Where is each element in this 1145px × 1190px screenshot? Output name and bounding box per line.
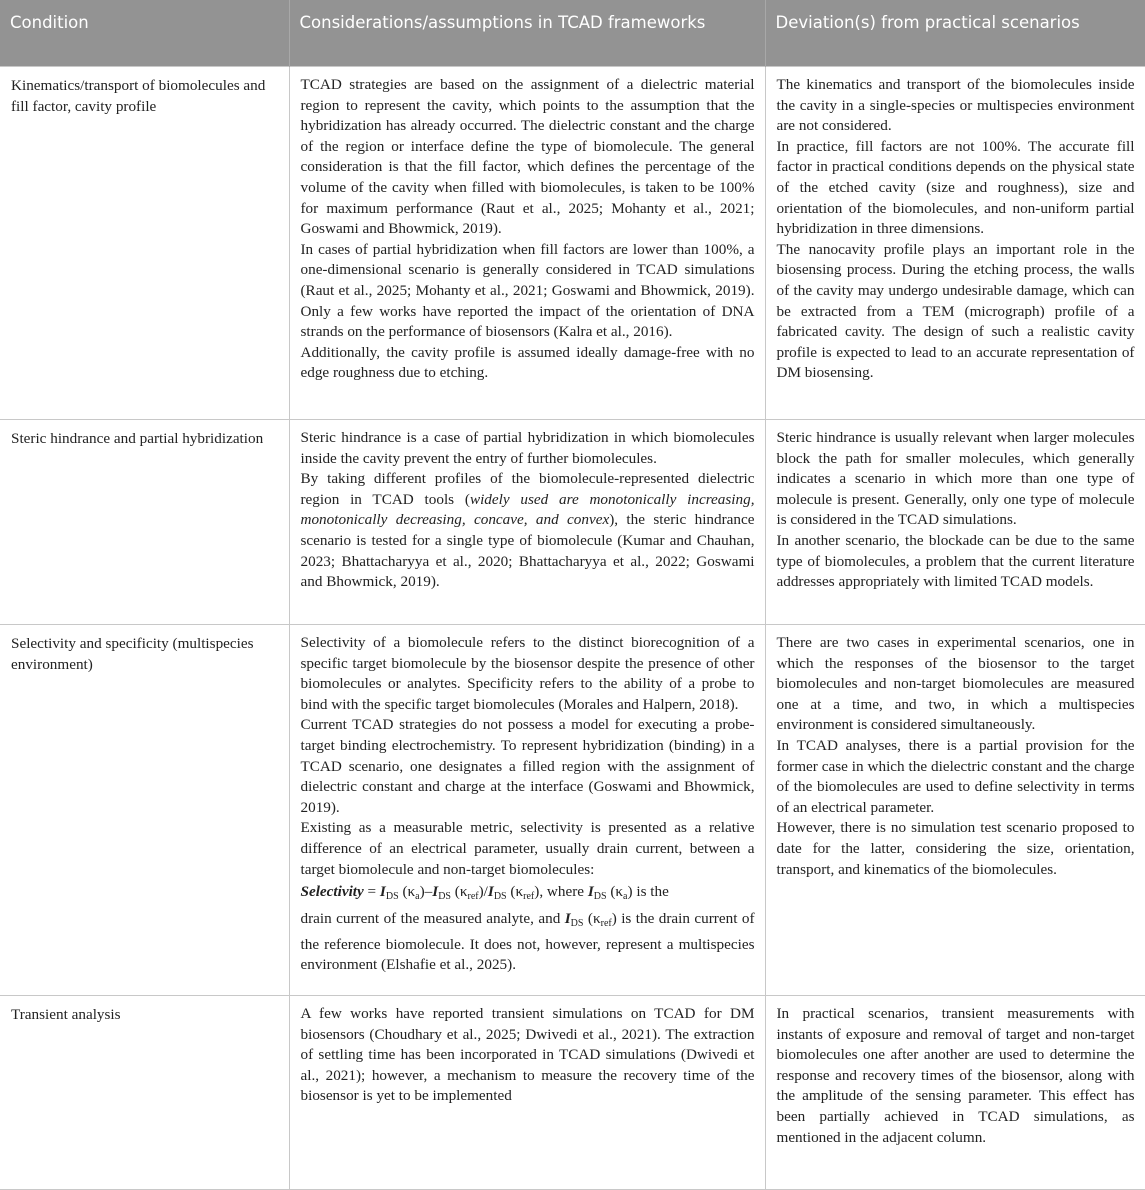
formula-sub: ref (523, 891, 535, 903)
formula-paren: ) (419, 883, 425, 901)
deviations-cell (765, 420, 1145, 625)
formula-paren: ) (627, 883, 633, 901)
text-span: drain current of the measured analyte, and (300, 910, 565, 928)
condition-cell: Kinematics/transport of biomolecules and fill factor, cavity profile (0, 67, 289, 420)
condition-cell: Selectivity and specificity (multispecies environment) (0, 625, 289, 996)
formula-paren: ) (534, 883, 540, 901)
formula-minus: – (424, 883, 433, 901)
formula-kappa: (κ (610, 883, 624, 901)
formula-sub: a (415, 891, 420, 903)
formula-eq: = (363, 883, 380, 901)
table-header (0, 0, 1145, 67)
formula-paren: ) (611, 910, 617, 928)
deviations-cell (765, 625, 1145, 996)
paragraph: In TCAD analyses, there is a partial provision for the former case in which the dielectric constant and the charge of the biomolecules are used to define selectivity in terms of an electrical parameter. (776, 736, 1135, 816)
formula-i: I (379, 883, 386, 901)
formula-kappa: (κ (402, 883, 416, 901)
paragraph: The kinematics and transport of the biomolecules inside the cavity in a single-species or multispecies environment are not considered. (776, 76, 1135, 135)
text-span: ), the steric hindrance scenario is tested for a single type of biomolecule (Kumar and Chauhan, 2023; Bhattacharyya et al., 2020; Bhattacharyya et al., 2022; Goswami and Bhowmick, 2019). (300, 511, 755, 591)
formula-text: is the (632, 883, 669, 901)
formula-kappa: (κ (587, 910, 601, 928)
paragraph: Steric hindrance is usually relevant when larger molecules block the path for smaller molecules, which generally indicates a scenario in which more than one type of molecule is present. Generally, only one type of molecule is considered in the TCAD simulations. (776, 429, 1135, 529)
paragraph: In practice, fill factors are not 100%. The accurate fill factor in practical conditions depends on the physical state of the etched cavity (size and roughness), size and orientation of the biomolecules, and non-uniform partial hybridization in three dimensions. (776, 137, 1135, 238)
paragraph: Additionally, the cavity profile is assumed ideally damage-free with no edge roughness due to etching. (300, 343, 755, 382)
table-row (0, 67, 1145, 420)
selectivity-formula (301, 880, 755, 909)
paragraph: Existing as a measurable metric, selectivity is presented as a relative difference of an electrical parameter, usually drain current, between a target biomolecule and non-target biomolecules: (300, 819, 755, 878)
condition-cell: Steric hindrance and partial hybridization (0, 420, 289, 625)
formula-kappa: (κ (454, 883, 468, 901)
formula-paren: ) (478, 883, 484, 901)
formula-sub: DS (438, 891, 451, 903)
formula-sub: DS (570, 918, 584, 930)
formula-sub: ref (467, 891, 479, 903)
table-row (0, 420, 1145, 625)
text-span: is the drain current of the reference biomolecule. It does not, however, represent a multispecies environment (Elshafie et al., 2025). (300, 910, 755, 974)
considerations-cell (289, 420, 765, 625)
paragraph: Current TCAD strategies do not possess a model for executing a probe-target binding electrochemistry. To represent hybridization (binding) in a TCAD scenario, one designates a filled region with the assignment of dielectric constant and charge at the interface (Goswami and Bhowmick, 2019). (300, 716, 755, 816)
header-row (0, 0, 1145, 67)
deviations-cell (765, 996, 1145, 1190)
header-deviations: Deviation(s) from practical scenarios (765, 0, 1145, 67)
table-row (0, 996, 1145, 1190)
paragraph: In another scenario, the blockade can be due to the same type of biomolecules, a problem that the current literature addresses appropriately with limited TCAD models. (776, 531, 1135, 591)
paragraph: Selectivity of a biomolecule refers to the distinct biorecognition of a specific target biomolecule by the biosensor despite the presence of other biomolecules or analytes. Specificity refers to the ability of a probe to bind with the specific target biomolecules (Morales and Halpern, 2018). (300, 634, 755, 713)
formula-slash: / (483, 883, 488, 901)
text-span: By taking different profiles of the biomolecule-represented dielectric region in TCAD tools ( (300, 470, 755, 508)
considerations-cell (289, 996, 765, 1190)
paragraph: The nanocavity profile plays an important role in the biosensing process. During the etching process, the walls of the cavity may undergo undesirable damage, which can be extracted from a TEM (micrograph) profile of a fabricated cavity. The design of such a realistic cavity profile is expected to lead to an accurate representation of DM biosensing. (776, 240, 1135, 382)
italic-profiles-list: widely used are monotonically increasing, monotonically decreasing, concave, and convex (300, 490, 755, 529)
formula-i: I (432, 883, 439, 901)
deviations-cell (765, 67, 1145, 420)
formula-i: I (587, 883, 594, 901)
formula-sub: a (623, 891, 628, 903)
formula-label: Selectivity (300, 883, 364, 901)
paragraph: There are two cases in experimental scenarios, one in which the responses of the biosensor to the target biomolecules and non-target biomolecules are measured one at a time, and two, in which a multispecies environment is considered simultaneously. (776, 634, 1135, 734)
considerations-cell (289, 625, 765, 996)
formula-where: , where (539, 883, 588, 901)
formula-sub: DS (493, 891, 507, 903)
formula-sub: DS (385, 891, 399, 903)
paragraph: Steric hindrance is a case of partial hybridization in which biomolecules inside the cavity prevent the entry of further biomolecules. (300, 429, 755, 467)
formula-i: I (564, 910, 571, 928)
formula-kappa: (κ (510, 883, 524, 901)
condition-cell: Transient analysis (0, 996, 289, 1190)
paragraph (301, 469, 755, 593)
paragraph: However, there is no simulation test scenario proposed to date for the latter, considering the size, orientation, transport, and kinematics of the biomolecules. (776, 819, 1135, 878)
paragraph: TCAD strategies are based on the assignment of a dielectric material region to represent the cavity, which points to the assumption that the hybridization has already occurred. The dielectric constant and the charge of the region or interface define the type of biomolecule. The general consideration is that the fill factor, which defines the percentage of the volume of the cavity when filled with biomolecules, is taken to be 100% for maximum performance (Raut et al., 2025; Mohanty et al., 2021; Goswami and Bhowmick, 2019). (300, 76, 755, 238)
header-considerations: Considerations/assumptions in TCAD frameworks (289, 0, 765, 67)
table-row (0, 625, 1145, 996)
formula-i: I (487, 883, 494, 901)
formula-sub: DS (593, 891, 607, 903)
paragraph: A few works have reported transient simulations on TCAD for DM biosensors (Choudhary et al., 2025; Dwivedi et al., 2021). The extraction of settling time has been incorporated in TCAD simulations (Dwivedi et al., 2021); however, a mechanism to measure the recovery time of the biosensor is yet to be implemented (300, 1005, 755, 1105)
formula-sub: ref (600, 918, 612, 930)
paragraph: In cases of partial hybridization when fill factors are lower than 100%, a one-dimensional scenario is generally considered in TCAD simulations (Raut et al., 2025; Mohanty et al., 2021; Goswami and Bhowmick, 2019). Only a few works have reported the impact of the orientation of DNA strands on the performance of biosensors (Kalra et al., 2016). (300, 240, 755, 341)
header-condition: Condition (0, 0, 289, 67)
paragraph: In practical scenarios, transient measurements with instants of exposure and removal of target and non-target biomolecules one after another are used to determine the response and recovery times of the biosensor, along with the amplitude of the sensing parameter. This effect has been partially achieved in TCAD simulations, as mentioned in the adjacent column. (776, 1005, 1135, 1146)
paragraph (301, 909, 755, 976)
considerations-cell (289, 67, 765, 420)
